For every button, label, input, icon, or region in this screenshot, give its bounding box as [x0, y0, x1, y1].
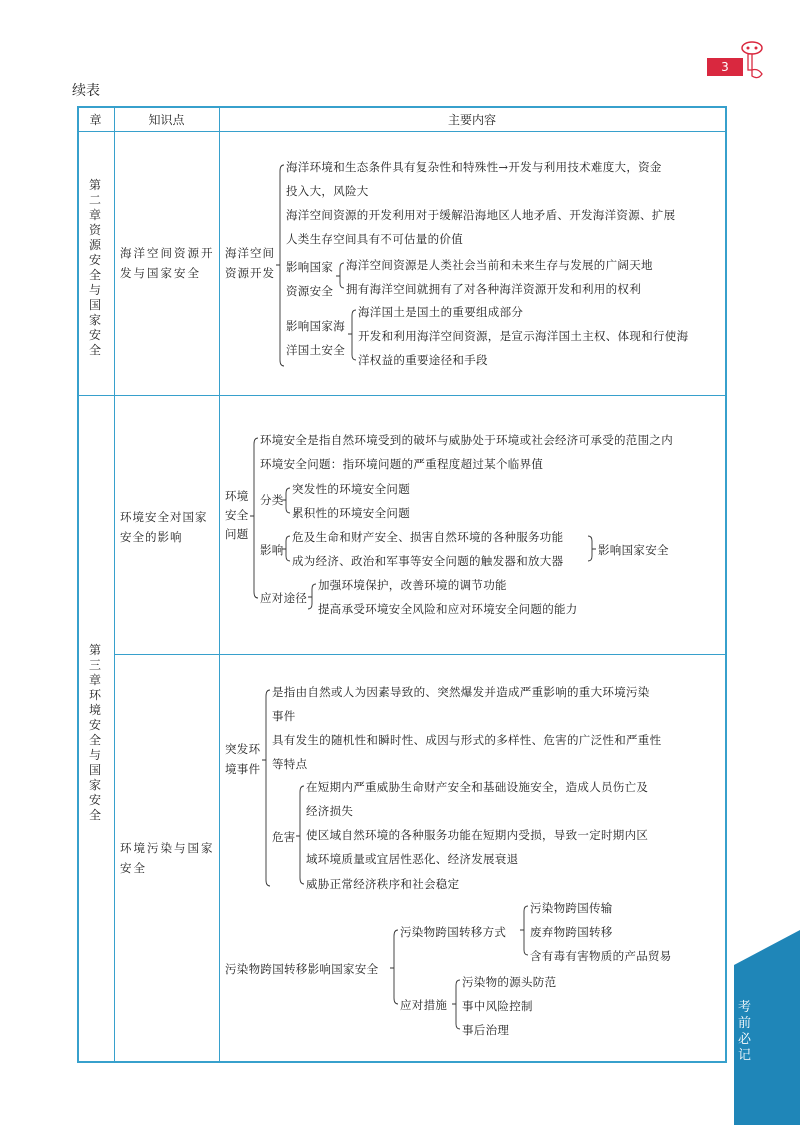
col-divider-2 [219, 106, 220, 1061]
ch2-resource-item-1: 海洋空间资源是人类社会当前和未来生存与发展的广阔天地 [346, 258, 653, 272]
ch3-harm-label: 危害 [272, 830, 296, 844]
ch3-line2-4: 等特点 [272, 757, 308, 771]
ch3-node1: 环境安全问题 [225, 489, 249, 541]
header-knowledge: 知识点 [148, 113, 185, 127]
side-tab-label: 考前必记 [738, 1000, 752, 1063]
col-divider-1 [114, 106, 115, 1061]
ch2-line-2: 投入大，风险大 [286, 184, 369, 198]
chapter2-label: 第二章 资源安全与国家安全 [88, 178, 101, 357]
continued-label: 续表 [72, 83, 100, 99]
ch2-line-3: 海洋空间资源的开发利用对于缓解沿海地区人地矛盾、开发海洋资源、扩展 [286, 208, 676, 222]
ch3-impact-result: 影响国家安全 [598, 543, 669, 557]
ch3-line2-2: 事件 [272, 709, 296, 723]
ch3-classify-item-1: 突发性的环境安全问题 [292, 482, 410, 496]
ch3-impact-label: 影响 [260, 543, 284, 557]
row-divider-topic [114, 654, 725, 655]
ch3-measures-item-2: 提高承受环境安全风险和应对环境安全问题的能力 [318, 602, 578, 616]
ch3-topic2: 环境污染与国家安全 [120, 841, 215, 875]
ch3-transfer-item-3: 含有毒有害物质的产品贸易 [530, 949, 672, 963]
ch3-transfer-item-2: 废弃物跨国转移 [530, 925, 613, 939]
ch3-measures-label: 应对途径 [260, 591, 308, 605]
ch2-resource-item-2: 拥有海洋空间就拥有了对各种海洋资源开发和利用的权利 [346, 282, 641, 296]
ch3-harm-item-4: 域环境质量或宜居性恶化、经济发展衰退 [306, 852, 519, 866]
ch2-node: 海洋空间资源开发 [225, 246, 275, 280]
ch3-line2-1: 是指由自然或人为因素导致的、突然爆发并造成严重影响的重大环境污染 [272, 685, 650, 699]
chapter3-label: 第三章 环境安全与国家安全 [88, 643, 101, 822]
ch3-line2-3: 具有发生的随机性和瞬时性、成因与形式的多样性、危害的广泛性和严重性 [272, 733, 662, 747]
ch3-classify-item-2: 累积性的环境安全问题 [292, 506, 410, 520]
ch3-transfer-item-1: 污染物跨国传输 [530, 901, 613, 915]
ch3-response-label: 应对措施 [400, 998, 448, 1012]
ch3-harm-item-2: 经济损失 [306, 804, 354, 818]
ch3-line1-1: 环境安全是指自然环境受到的破坏与威胁处于环境或社会经济可承受的范围之内 [260, 433, 673, 447]
ch3-classify-label: 分类 [260, 493, 284, 507]
ch2-line-4: 人类生存空间具有不可估量的价值 [286, 232, 463, 246]
row-divider-chapter [77, 395, 725, 396]
header-chapter: 章 [89, 113, 102, 127]
ch3-topic1: 环境安全对国家安全的影响 [120, 510, 208, 544]
ch2-line-1: 海洋环境和生态条件具有复杂性和特殊性→开发与利用技术难度大，资金 [286, 160, 662, 174]
ch2-territory-item-1: 海洋国土是国土的重要组成部分 [358, 305, 524, 319]
ch3-measures-item-1: 加强环境保护，改善环境的调节功能 [318, 578, 507, 592]
ch3-node2: 突发环境事件 [225, 742, 261, 776]
ch2-resource-security-label: 影响国家资源安全 [286, 260, 334, 298]
ch3-response-item-3: 事后治理 [462, 1023, 510, 1037]
ch3-transfer-label: 污染物跨国转移方式 [400, 925, 507, 939]
ch2-topic: 海洋空间资源开发与国家安全 [120, 246, 215, 280]
header-content: 主要内容 [447, 113, 496, 127]
ch2-territory-item-3: 洋权益的重要途径和手段 [358, 353, 488, 367]
ch3-harm-item-1: 在短期内严重威胁生命财产安全和基础设施安全，造成人员伤亡及 [306, 780, 649, 794]
mascot-icon [738, 40, 768, 85]
ch3-impact-item-1: 危及生命和财产安全、损害自然环境的各种服务功能 [292, 530, 564, 544]
ch2-territory-item-2: 开发和利用海洋空间资源，是宣示海洋国土主权、体现和行使海 [358, 329, 689, 343]
ch3-line1-2: 环境安全问题：指环境问题的严重程度超过某个临界值 [260, 457, 544, 471]
ch3-harm-item-3: 使区域自然环境的各种服务功能在短期内受损，导致一定时期内区 [306, 828, 649, 842]
ch3-harm-item-5: 威胁正常经济秩序和社会稳定 [306, 877, 460, 891]
ch3-node3: 污染物跨国转移影响国家安全 [225, 962, 379, 976]
ch3-impact-item-2: 成为经济、政治和军事等安全问题的触发器和放大器 [292, 554, 564, 568]
page-number: 3 [707, 58, 743, 76]
ch2-territory-security-label: 影响国家海洋国土安全 [286, 319, 345, 357]
ch3-response-item-2: 事中风险控制 [462, 999, 533, 1013]
ch3-response-item-1: 污染物的源头防范 [462, 975, 557, 989]
